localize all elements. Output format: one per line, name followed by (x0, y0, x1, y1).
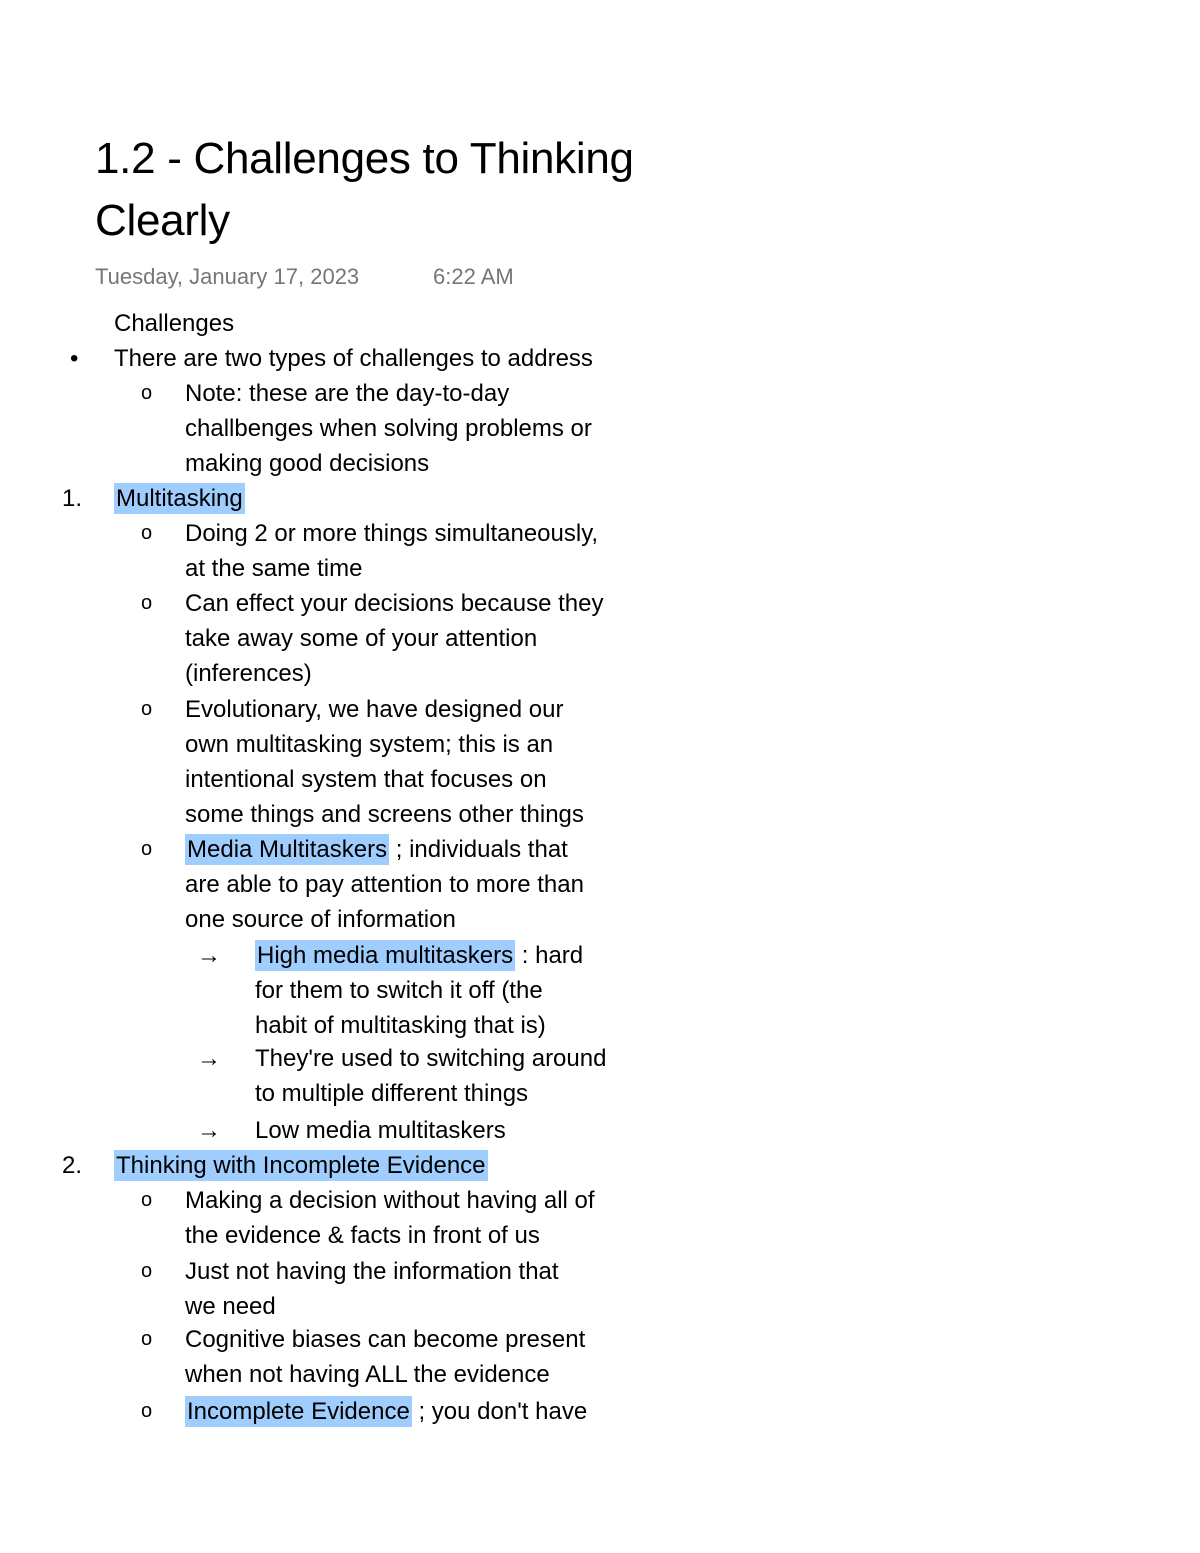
item-line: (inferences) (185, 660, 312, 687)
section-number: 1. (62, 485, 83, 512)
item-line: own multitasking system; this is an (185, 731, 554, 758)
title-line-1: 1.2 - Challenges to Thinking (95, 134, 634, 183)
item-line: Incomplete Evidence ; you don't have (187, 1398, 588, 1425)
page-date: Tuesday, January 17, 2023 (95, 264, 360, 289)
circle-bullet-icon: o (141, 522, 153, 544)
title-line-2: Clearly (95, 196, 230, 245)
bullet-text: There are two types of challenges to address (114, 345, 593, 372)
item-line: Doing 2 or more things simultaneously, (185, 520, 599, 547)
circle-bullet-icon: o (141, 382, 153, 404)
item-line: Making a decision without having all of (185, 1187, 595, 1214)
circle-bullet-icon: o (141, 592, 153, 614)
circle-bullet-icon: o (141, 1189, 153, 1211)
note-line: making good decisions (185, 450, 430, 477)
subitem-line: They're used to switching around (255, 1045, 607, 1072)
highlight: Multitasking (116, 485, 243, 512)
section-title (114, 1148, 488, 1183)
item-line: we need (185, 1293, 276, 1320)
arrow-icon: → (197, 1117, 221, 1144)
note-line: Note: these are the day-to-day (185, 380, 510, 407)
item-line: one source of information (185, 906, 456, 933)
circle-bullet-icon: o (141, 1400, 153, 1422)
item-line: intentional system that focuses on (185, 766, 547, 793)
subitem-line: for them to switch it off (the (255, 977, 543, 1004)
circle-bullet-icon: o (141, 1328, 153, 1350)
section-title (114, 481, 245, 516)
page-time: 6:22 AM (433, 264, 514, 289)
highlight: High media multitaskers (257, 942, 514, 969)
subitem-line: Low media multitaskers (255, 1117, 506, 1144)
heading-challenges: Challenges (114, 310, 235, 337)
highlight: Media Multitaskers (187, 836, 388, 863)
item-line: take away some of your attention (185, 625, 538, 652)
highlight: Thinking with Incomplete Evidence (116, 1152, 486, 1179)
circle-bullet-icon: o (141, 838, 153, 860)
item-line: the evidence & facts in front of us (185, 1222, 540, 1249)
subitem-line: habit of multitasking that is) (255, 1012, 546, 1039)
section-number: 2. (62, 1152, 83, 1179)
bullet-icon: • (70, 345, 79, 372)
item-line: at the same time (185, 555, 363, 582)
note-line: challbenges when solving problems or (185, 415, 592, 442)
highlight: Incomplete Evidence (187, 1398, 410, 1425)
subitem-line: High media multitaskers : hard (257, 942, 584, 969)
item-line: when not having ALL the evidence (185, 1361, 550, 1388)
item-line: some things and screens other things (185, 801, 584, 828)
page-meta (95, 264, 514, 290)
circle-bullet-icon: o (141, 1260, 153, 1282)
circle-bullet-icon: o (141, 698, 153, 720)
item-line: Just not having the information that (185, 1258, 559, 1285)
arrow-icon: → (197, 1045, 221, 1072)
subitem-line: to multiple different things (255, 1080, 529, 1107)
item-line: Cognitive biases can become present (185, 1326, 586, 1353)
item-line: Media Multitaskers ; individuals that (187, 836, 568, 863)
arrow-icon: → (197, 942, 221, 969)
item-line: are able to pay attention to more than (185, 871, 584, 898)
item-line: Can effect your decisions because they (185, 590, 604, 617)
item-line: Evolutionary, we have designed our (185, 696, 564, 723)
